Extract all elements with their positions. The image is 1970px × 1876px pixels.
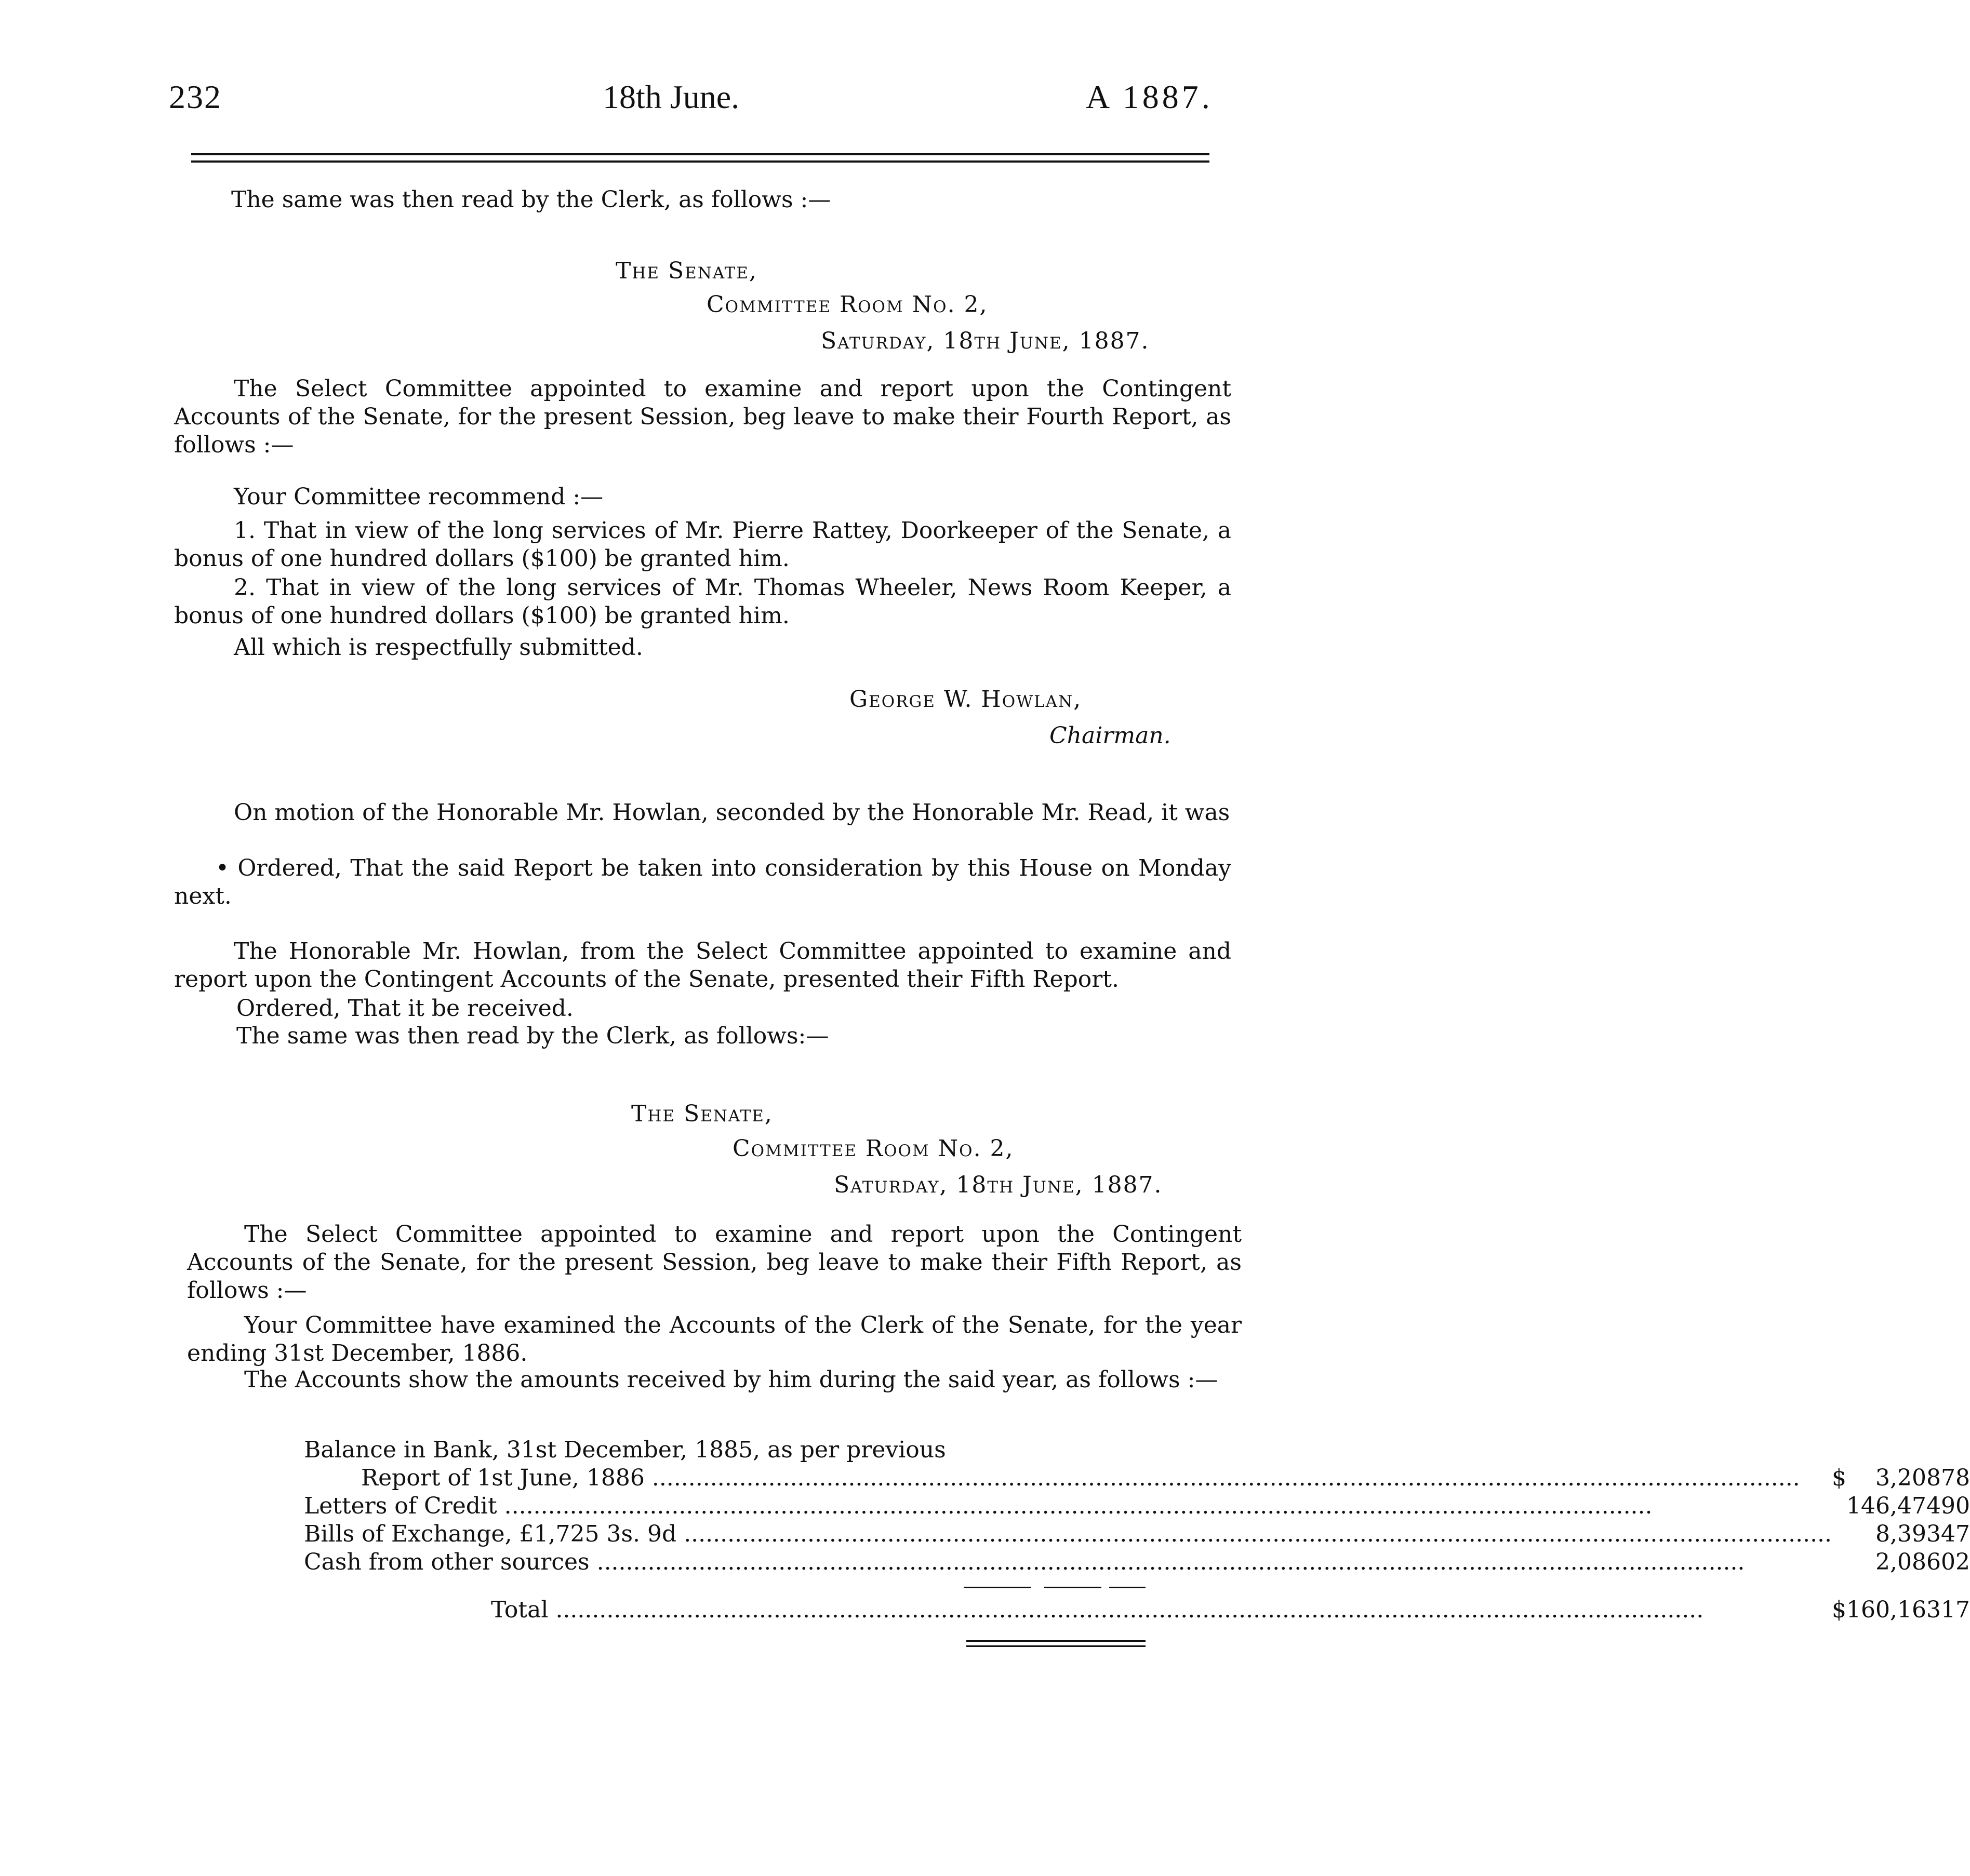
report1-address-date: Saturday, 18th June, 1887. — [821, 328, 1150, 354]
row1-currency: $ — [1832, 1465, 1847, 1491]
row4-dollars: 2,086 — [1875, 1549, 1941, 1575]
report2-opening: The Select Committee appointed to examine and report upon the Contingent Accounts of the Senate, for the present Session, beg leave to make their Fifth Report, as follows :— — [187, 1221, 1242, 1304]
report2-accounts-show: The Accounts show the amounts received by him during the said year, as follows :— — [244, 1366, 1218, 1393]
total-double-rule-bottom — [966, 1645, 1146, 1647]
row3-cents: 47 — [1940, 1521, 1970, 1547]
accounts-table — [304, 1436, 1970, 1624]
header-date: 18th June. — [603, 78, 740, 115]
page-number: 232 — [169, 78, 222, 115]
row2-label: Letters of Credit ..... — [304, 1492, 1832, 1520]
fifth-report-ordered: Ordered, That it be received. — [236, 995, 574, 1022]
row1-label-a: Balance in Bank, 31st December, 1885, as per previous — [304, 1437, 946, 1463]
row1-cents: 78 — [1940, 1465, 1970, 1491]
motion-ordered: • Ordered, That the said Report be taken into consideration by this House on Monday next. — [174, 855, 1231, 909]
accounts-row-bills-of-exchange — [304, 1520, 1970, 1548]
report1-recommend: Your Committee recommend :— — [234, 484, 604, 510]
row1-label-b: Report of 1st June, 1886 ..... — [304, 1464, 1832, 1492]
report2-address-room: Committee Room No. 2, — [733, 1135, 1014, 1162]
fifth-report-presented: The Honorable Mr. Howlan, from the Select Committee appointed to examine and report upon the Contingent Accounts of the Senate, presented their Fifth Report. — [174, 938, 1231, 993]
header-year: A 1887. — [1086, 78, 1213, 115]
accounts-row-balance-heading — [304, 1436, 1970, 1464]
total-cents: 17 — [1940, 1597, 1970, 1623]
row3-dollars: 8,393 — [1875, 1521, 1941, 1547]
running-header — [0, 78, 1362, 130]
accounts-row-letters-of-credit — [304, 1492, 1970, 1520]
total-label: Total ..... — [304, 1596, 1832, 1624]
accounts-row-total — [304, 1596, 1970, 1624]
row1-dollars: 3,208 — [1875, 1465, 1941, 1491]
sum-rule-dollars — [964, 1587, 1031, 1588]
row4-cents: 02 — [1940, 1549, 1970, 1575]
report2-address-date: Saturday, 18th June, 1887. — [834, 1172, 1163, 1198]
intro-read-line: The same was then read by the Clerk, as follows :— — [231, 186, 831, 213]
accounts-row-cash-other — [304, 1548, 1970, 1576]
sum-rule-mid — [1044, 1587, 1101, 1588]
report1-signatory: George W. Howlan, — [849, 686, 1082, 713]
report2-examined: Your Committee have examined the Accounts of the Clerk of the Senate, for the year ending 31st December, 1886. — [187, 1312, 1242, 1366]
header-rule-top — [191, 153, 1209, 155]
report1-item-1: 1. That in view of the long services of Mr. Pierre Rattey, Doorkeeper of the Senate, a bonus of one hundred dollars ($100) be granted him. — [174, 517, 1231, 572]
row4-label: Cash from other sources ..... — [304, 1548, 1832, 1576]
motion-text: On motion of the Honorable Mr. Howlan, seconded by the Honorable Mr. Read, it was — [234, 799, 1230, 826]
report1-opening: The Select Committee appointed to examine and report upon the Contingent Accounts of the Senate, for the present Session, beg leave to make their Fourth Report, as follows :— — [174, 376, 1231, 458]
report1-closing: All which is respectfully submitted. — [234, 634, 643, 661]
report2-address-senate: The Senate, — [631, 1101, 773, 1127]
row2-dollars: 146,474 — [1846, 1493, 1941, 1519]
sum-rule-cents — [1109, 1587, 1146, 1588]
report1-chairman-title: Chairman. — [1049, 722, 1171, 749]
fifth-report-read-line: The same was then read by the Clerk, as follows:— — [236, 1023, 829, 1049]
report1-item-2: 2. That in view of the long services of Mr. Thomas Wheeler, News Room Keeper, a bonus of one hundred dollars ($100) be granted him. — [174, 574, 1231, 629]
report1-address-senate: The Senate, — [616, 258, 757, 284]
row2-cents: 90 — [1940, 1493, 1970, 1519]
total-amount: $160,163 — [1832, 1597, 1941, 1623]
header-rule-bottom — [191, 160, 1209, 163]
accounts-row-balance — [304, 1464, 1970, 1492]
row3-label: Bills of Exchange, £1,725 3s. 9d ..... — [304, 1520, 1832, 1548]
report1-address-room: Committee Room No. 2, — [707, 291, 988, 318]
total-double-rule-top — [966, 1640, 1146, 1642]
